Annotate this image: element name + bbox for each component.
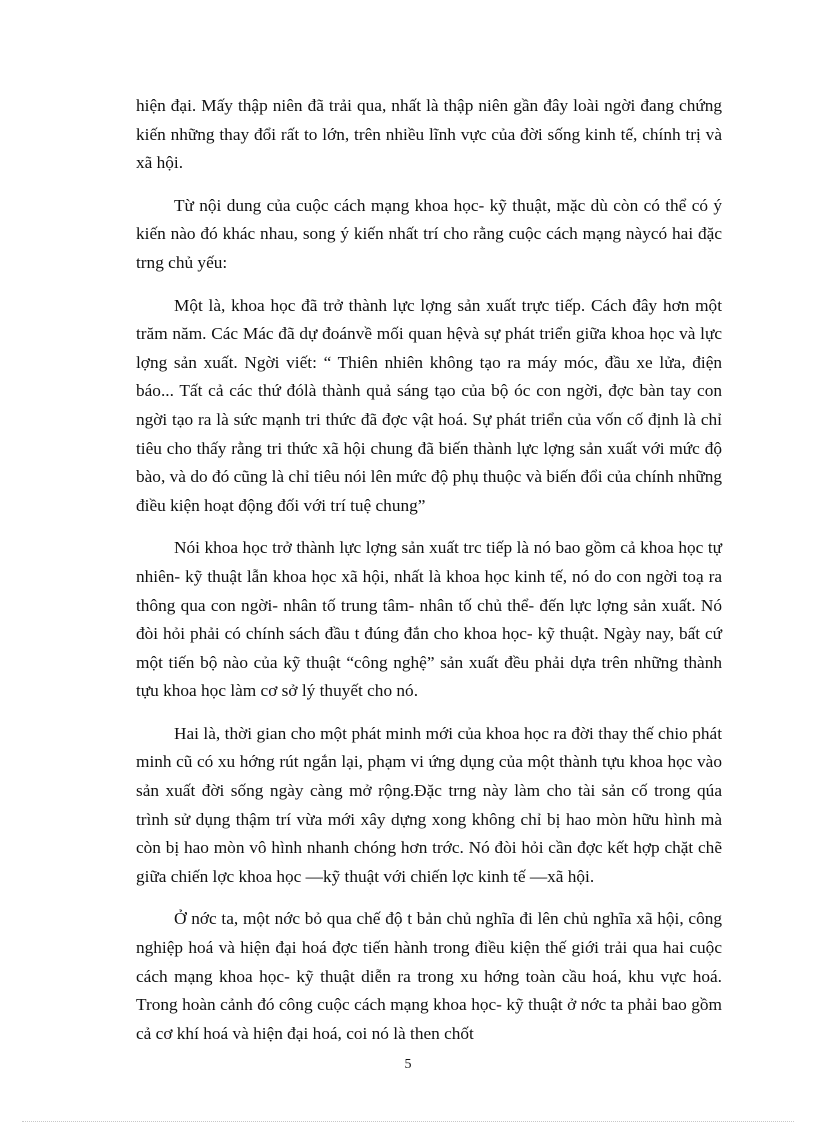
paragraph-1: hiện đại. Mấy thập niên đã trải qua, nhất là thập niên gần đây loài ngời đang chứng kiến những thay đổi rất to lớn, trên nhiều lĩnh vực của đời sống kinh tế, chính trị và xã hội. — [136, 96, 722, 173]
page-number: 5 — [404, 1057, 412, 1072]
paragraph-6: Ở nớc ta, một nớc bỏ qua chế độ t bản chủ nghĩa đi lên chủ nghĩa xã hội, công nghiệp hoá và hiện đại hoá đợc tiến hành trong điều kiện thế giới trải qua hai cuộc cách mạng khoa học- kỹ thuật diễn ra trong xu hớng toàn cầu hoá, khu vực hoá. Trong hoàn cảnh đó công cuộc cách mạng khoa học- kỹ thuật ở nớc ta phải bao gồm cả cơ khí hoá và hiện đại hoá, coi nó là then chốt — [136, 909, 722, 1043]
paragraph-3: Một là, khoa học đã trở thành lực lợng sản xuất trực tiếp. Cách đây hơn một trăm năm. Các Mác đã dự đoánvề mối quan hệvà sự phát triển giữa khoa học và lực lợng sản xuất. Ngời viết: “ Thiên nhiên không tạo ra máy móc, đầu xe lửa, điện báo... Tất cả các thứ đólà thành quả sáng tạo của bộ óc con ngời, đợc bàn tay con ngời tạo ra là sức mạnh tri thức đã đợc vật hoá. Sự phát triển của vốn cố định là chỉ tiêu cho thấy rằng tri thức xã hội chung đã biến thành lực lợng sản xuất với mức độ bào, và do đó cũng là chỉ tiêu nói lên mức độ phụ thuộc và biến đổi của chính những điều kiện hoạt động đối với trí tuệ chung” — [136, 295, 722, 515]
paragraph-2: Từ nội dung của cuộc cách mạng khoa học- kỹ thuật, mặc dù còn có thể có ý kiến nào đó khác nhau, song ý kiến nhất trí cho rằng cuộc cách mạng nàycó hai đặc trng chủ yếu: — [136, 195, 722, 272]
paragraph-5: Hai là, thời gian cho một phát minh mới của khoa học ra đời thay thế chio phát minh cũ có xu hớng rút ngắn lại, phạm vi ứng dụng của một thành tựu khoa học vào sản xuất đời sống ngày càng mở rộng.Đặc trng này làm cho tài sản cố trong qúa trình sử dụng thậm trí vừa mới xây dựng xong không chỉ bị hao mòn hữu hình mà còn bị hao mòn vô hình nhanh chóng hơn trớc. Nó đòi hỏi cần đợc kết hợp chặt chẽ giữa chiến lợc khoa học —kỹ thuật với chiến lợc kinh tế —xã hội. — [136, 723, 722, 886]
page-bottom-divider — [22, 1121, 794, 1122]
document-body — [136, 92, 722, 1062]
paragraph-4: Nói khoa học trở thành lực lợng sản xuất trc tiếp là nó bao gồm cả khoa học tự nhiên- kỹ thuật lẫn khoa học xã hội, nhất là khoa học kinh tế, nó do con ngời toạ ra thông qua con ngời- nhân tố trung tâm- nhân tố chủ thể- đến lực lợng sản xuất. Nó đòi hỏi phải có chính sách đầu t đúng đắn cho khoa học- kỹ thuật. Ngày nay, bất cứ một tiến bộ nào của kỹ thuật “công nghệ” sản xuất đều phải dựa trên những thành tựu khoa học làm cơ sở lý thuyết cho nó. — [136, 538, 722, 701]
